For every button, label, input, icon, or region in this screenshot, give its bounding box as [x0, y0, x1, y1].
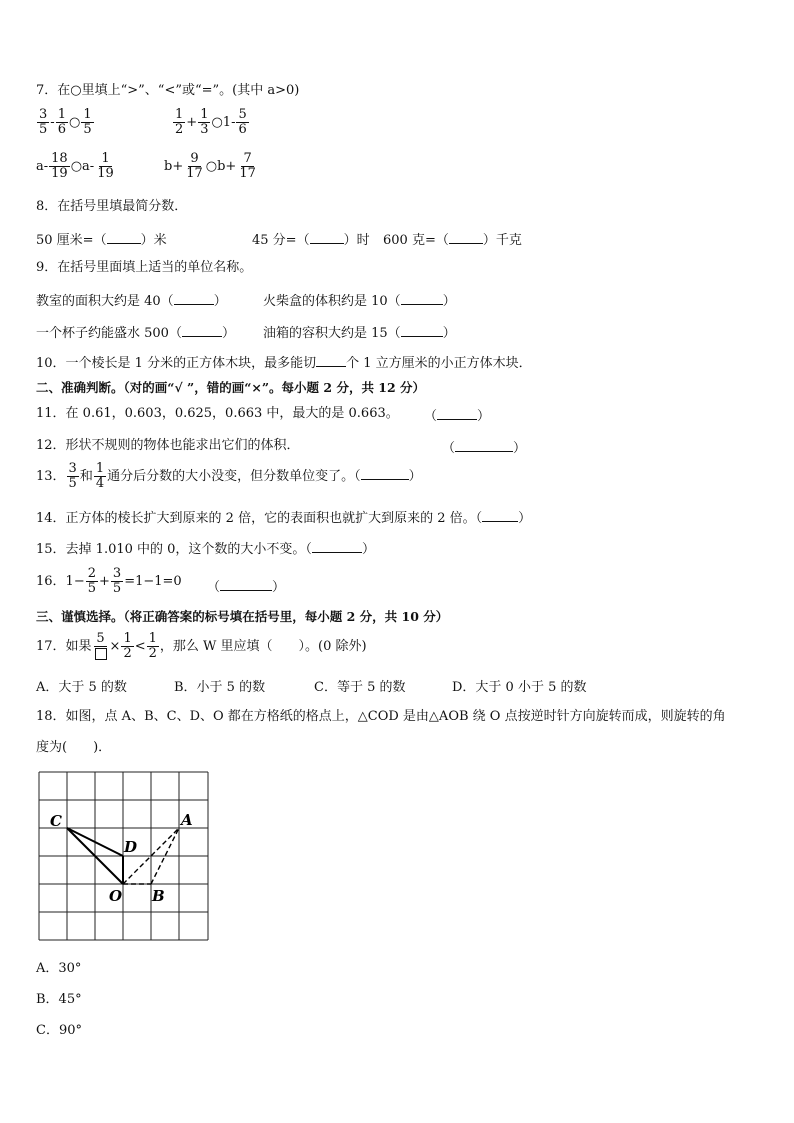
- q9-item-d: 油箱的容积大约是 15（ ）: [263, 326, 456, 341]
- fraction: $\frac{1}{6}$: [57, 107, 66, 137]
- q8-item-c: 600 克=（ ）千克: [383, 233, 522, 248]
- answer-blank[interactable]: [401, 324, 443, 337]
- fraction: $\frac{1}{19}$: [97, 151, 114, 181]
- fraction: $\frac{3}{5}$: [112, 566, 122, 596]
- q7-stem: 7．在○里填上“>”、“<”或“=”。(其中 a>0): [36, 83, 300, 98]
- blank-box[interactable]: [95, 648, 107, 660]
- fraction: $\frac{1}{5}$: [83, 107, 92, 137]
- q17-option-c[interactable]: C．等于 5 的数: [314, 680, 406, 695]
- q11-answer[interactable]: （ ）: [424, 409, 491, 424]
- q8-item-b: 45 分=（ ）时: [252, 233, 370, 248]
- q9-item-c: 一个杯子约能盛水 500（ ）: [36, 326, 235, 341]
- q18-option-c[interactable]: C．90°: [36, 1023, 82, 1038]
- q13: 13． $\frac{3}{5}$ 和 $\frac{1}{4}$ 通分后分数的大小没变，但分数单位变了。（ ）: [36, 461, 422, 491]
- q18-option-a[interactable]: A．30°: [36, 961, 82, 976]
- answer-blank[interactable]: [361, 467, 409, 480]
- answer-blank[interactable]: [455, 439, 513, 452]
- q8-item-a: 50 厘米=（ ）米: [36, 233, 167, 248]
- fraction: $\frac{1}{2}$: [148, 631, 157, 661]
- q17-option-a[interactable]: A．大于 5 的数: [36, 680, 127, 695]
- label-a: A: [181, 811, 193, 829]
- answer-blank[interactable]: [401, 292, 443, 305]
- answer-blank[interactable]: [182, 324, 222, 337]
- fraction: $\frac{5}{6}$: [238, 107, 247, 137]
- q16-answer[interactable]: （ ）: [207, 580, 286, 595]
- q17-option-b[interactable]: B．小于 5 的数: [174, 680, 266, 695]
- compare-circle[interactable]: ○1-: [211, 115, 236, 130]
- fraction: $\frac{1}{4}$: [95, 461, 105, 491]
- fraction: $\frac{3}{5}$: [68, 461, 77, 491]
- grid-figure: [30, 764, 220, 948]
- q8-stem: 8．在括号里填最简分数．: [36, 199, 188, 214]
- answer-blank[interactable]: [312, 540, 362, 553]
- q17: 17．如果 5 × $\frac{1}{2}$ < $\frac{1}{2}$ ，那么 W 里应填（ ）。(0 除外): [36, 631, 367, 661]
- q12-answer[interactable]: （ ）: [442, 441, 527, 456]
- fraction: $\frac{1}{3}$: [200, 107, 209, 137]
- q16: 16．1− $\frac{2}{5}$ + $\frac{3}{5}$ =1−1=0: [36, 566, 182, 596]
- q11: 11．在 0.61，0.603，0.625，0.663 中，最大的是 0.663。: [36, 406, 399, 421]
- q9-item-a: 教室的面积大约是 40（ ）: [36, 294, 227, 309]
- fraction: $\frac{1}{2}$: [175, 107, 184, 137]
- label-c: C: [50, 812, 62, 830]
- answer-blank[interactable]: [437, 407, 477, 420]
- answer-blank[interactable]: [174, 292, 214, 305]
- section-3-heading: 三、谨慎选择。（将正确答案的标号填在括号里，每小题 2 分，共 10 分）: [36, 609, 449, 624]
- q18-line-2: 度为( )．: [36, 740, 112, 755]
- answer-blank[interactable]: [107, 231, 141, 244]
- label-d: D: [124, 838, 138, 856]
- q7-expr-2: $\frac{1}{2}$ + $\frac{1}{3}$ ○1- $\frac{5}{6}$: [175, 107, 247, 137]
- answer-blank[interactable]: [316, 354, 346, 367]
- fraction: $\frac{18}{19}$: [51, 151, 68, 181]
- compare-circle[interactable]: ○a-: [70, 159, 95, 174]
- q7-expr-3: a- $\frac{18}{19}$ ○a- $\frac{1}{19}$: [36, 151, 114, 181]
- q12: 12．形状不规则的物体也能求出它们的体积．: [36, 438, 300, 453]
- fraction: $\frac{9}{17}$: [186, 151, 203, 181]
- compare-circle[interactable]: ○b+: [205, 159, 237, 174]
- section-2-heading: 二、准确判断。（对的画“√ ”，错的画“×”。每小题 2 分，共 12 分）: [36, 380, 426, 395]
- q18-option-b[interactable]: B．45°: [36, 992, 82, 1007]
- q7-expr-1: $\frac{3}{5}$ - $\frac{1}{6}$ ○ $\frac{1}{5}$: [39, 107, 92, 137]
- q14: 14．正方体的棱长扩大到原来的 2 倍，它的表面积也就扩大到原来的 2 倍。（ ）: [36, 511, 532, 526]
- fraction: $\frac{2}{5}$: [87, 566, 96, 596]
- fraction: $\frac{3}{5}$: [39, 107, 48, 137]
- answer-blank[interactable]: [449, 231, 483, 244]
- compare-circle[interactable]: ○: [68, 115, 81, 130]
- q15: 15．去掉 1.010 中的 0，这个数的大小不变。（ ）: [36, 542, 375, 557]
- answer-blank[interactable]: [482, 509, 518, 522]
- label-o: O: [109, 887, 123, 905]
- q18-line-1: 18．如图，点 A、B、C、D、O 都在方格纸的格点上，△COD 是由△AOB 绕 O 点按逆时针方向旋转而成，则旋转的角: [36, 709, 726, 724]
- fraction: $\frac{7}{17}$: [239, 151, 256, 181]
- fraction: $\frac{1}{2}$: [123, 631, 132, 661]
- q10: 10．一个棱长是 1 分米的正方体木块，最多能切 个 1 立方厘米的小正方体木块．: [36, 356, 532, 371]
- answer-blank[interactable]: [310, 231, 344, 244]
- q9-item-b: 火柴盒的体积约是 10（ ）: [263, 294, 456, 309]
- q7-expr-4: b+ $\frac{9}{17}$ ○b+ $\frac{7}{17}$: [164, 151, 256, 181]
- answer-blank[interactable]: [220, 578, 272, 591]
- q9-stem: 9．在括号里面填上适当的单位名称。: [36, 260, 253, 275]
- label-b: B: [152, 887, 165, 905]
- q17-option-d[interactable]: D．大于 0 小于 5 的数: [452, 680, 587, 695]
- fraction-with-box: 5: [93, 632, 109, 661]
